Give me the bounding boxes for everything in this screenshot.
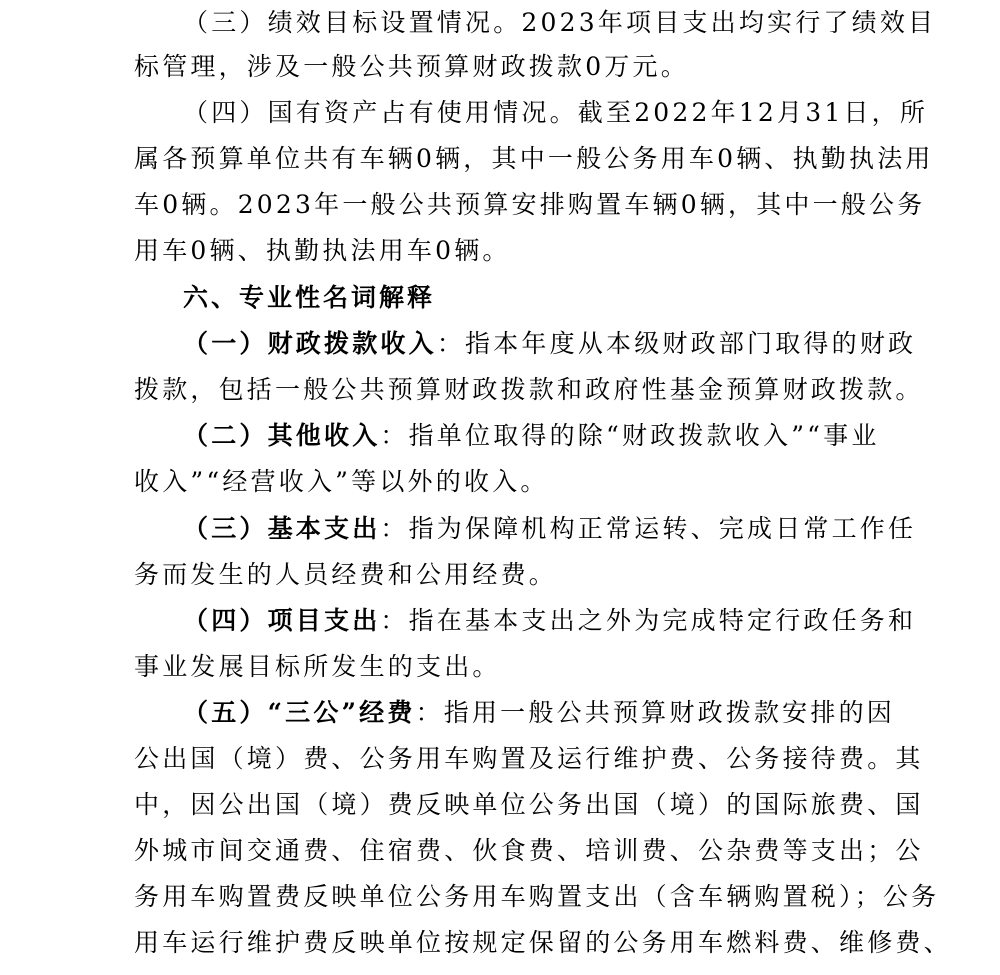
line-text: 标管理，涉及一般公共预算财政拨款0万元。 [134, 52, 689, 81]
line-text: 务而发生的人员经费和公用经费。 [134, 560, 558, 589]
line-text: 用车0辆、执勤执法用车0辆。 [134, 236, 511, 265]
text-line [0, 182, 1000, 228]
term-definition: ：指单位取得的除“财政拨款收入”“事业 [380, 421, 880, 450]
text-line [0, 828, 1000, 874]
text-line [0, 920, 1000, 966]
line-text: 公出国（境）费、公务用车购置及运行维护费、公务接待费。其 [134, 744, 924, 773]
text-line [0, 782, 1000, 828]
term-line [0, 413, 1000, 459]
term-line [0, 506, 1000, 552]
term-definition: ：指在基本支出之外为完成特定行政任务和 [380, 606, 917, 635]
line-text: （四）国有资产占有使用情况。截至2022年12月31日，所 [183, 98, 929, 127]
text-line [0, 44, 1000, 90]
line-text: 收入”“经营收入”等以外的收入。 [134, 467, 549, 496]
text-line [0, 459, 1000, 505]
line-text: 事业发展目标所发生的支出。 [134, 652, 501, 681]
term-definition: ：指用一般公共预算财政拨款安排的因 [415, 698, 895, 727]
line-text: 务用车购置费反映单位公务用车购置支出（含车辆购置税）；公务 [134, 882, 940, 911]
text-line [0, 644, 1000, 690]
text-line [0, 552, 1000, 598]
line-text: 中，因公出国（境）费反映单位公务出国（境）的国际旅费、国 [134, 790, 924, 819]
text-line [0, 228, 1000, 274]
heading-text: 六、专业性名词解释 [183, 283, 436, 312]
term-line [0, 321, 1000, 367]
term-label: （一）财政拨款收入 [183, 329, 437, 358]
term-definition: ：指本年度从本级财政部门取得的财政 [436, 329, 917, 358]
text-line [0, 0, 1000, 46]
term-label: （四）项目支出 [183, 606, 381, 635]
text-line [0, 367, 1000, 413]
term-definition: ：指为保障机构正常运转、完成日常工作任 [380, 514, 917, 543]
text-line [0, 874, 1000, 920]
text-line [0, 136, 1000, 182]
line-text: 拨款，包括一般公共预算财政拨款和政府性基金预算财政拨款。 [134, 375, 924, 404]
term-label: （五）“三公”经费 [183, 698, 416, 727]
text-line [0, 736, 1000, 782]
line-text: 车0辆。2023年一般公共预算安排购置车辆0辆，其中一般公务 [134, 190, 926, 219]
line-text: （三）绩效目标设置情况。2023年项目支出均实行了绩效目 [183, 8, 937, 37]
term-line [0, 598, 1000, 644]
term-line [0, 690, 1000, 736]
line-text: 用车运行维护费反映单位按规定保留的公务用车燃料费、维修费、 [134, 928, 952, 957]
text-line [0, 90, 1000, 136]
term-label: （二）其他收入 [183, 421, 381, 450]
line-text: 外城市间交通费、住宿费、伙食费、培训费、公杂费等支出；公 [134, 836, 924, 865]
section-heading [0, 275, 1000, 321]
term-label: （三）基本支出 [183, 514, 381, 543]
line-text: 属各预算单位共有车辆0辆，其中一般公务用车0辆、执勤执法用 [134, 144, 934, 173]
